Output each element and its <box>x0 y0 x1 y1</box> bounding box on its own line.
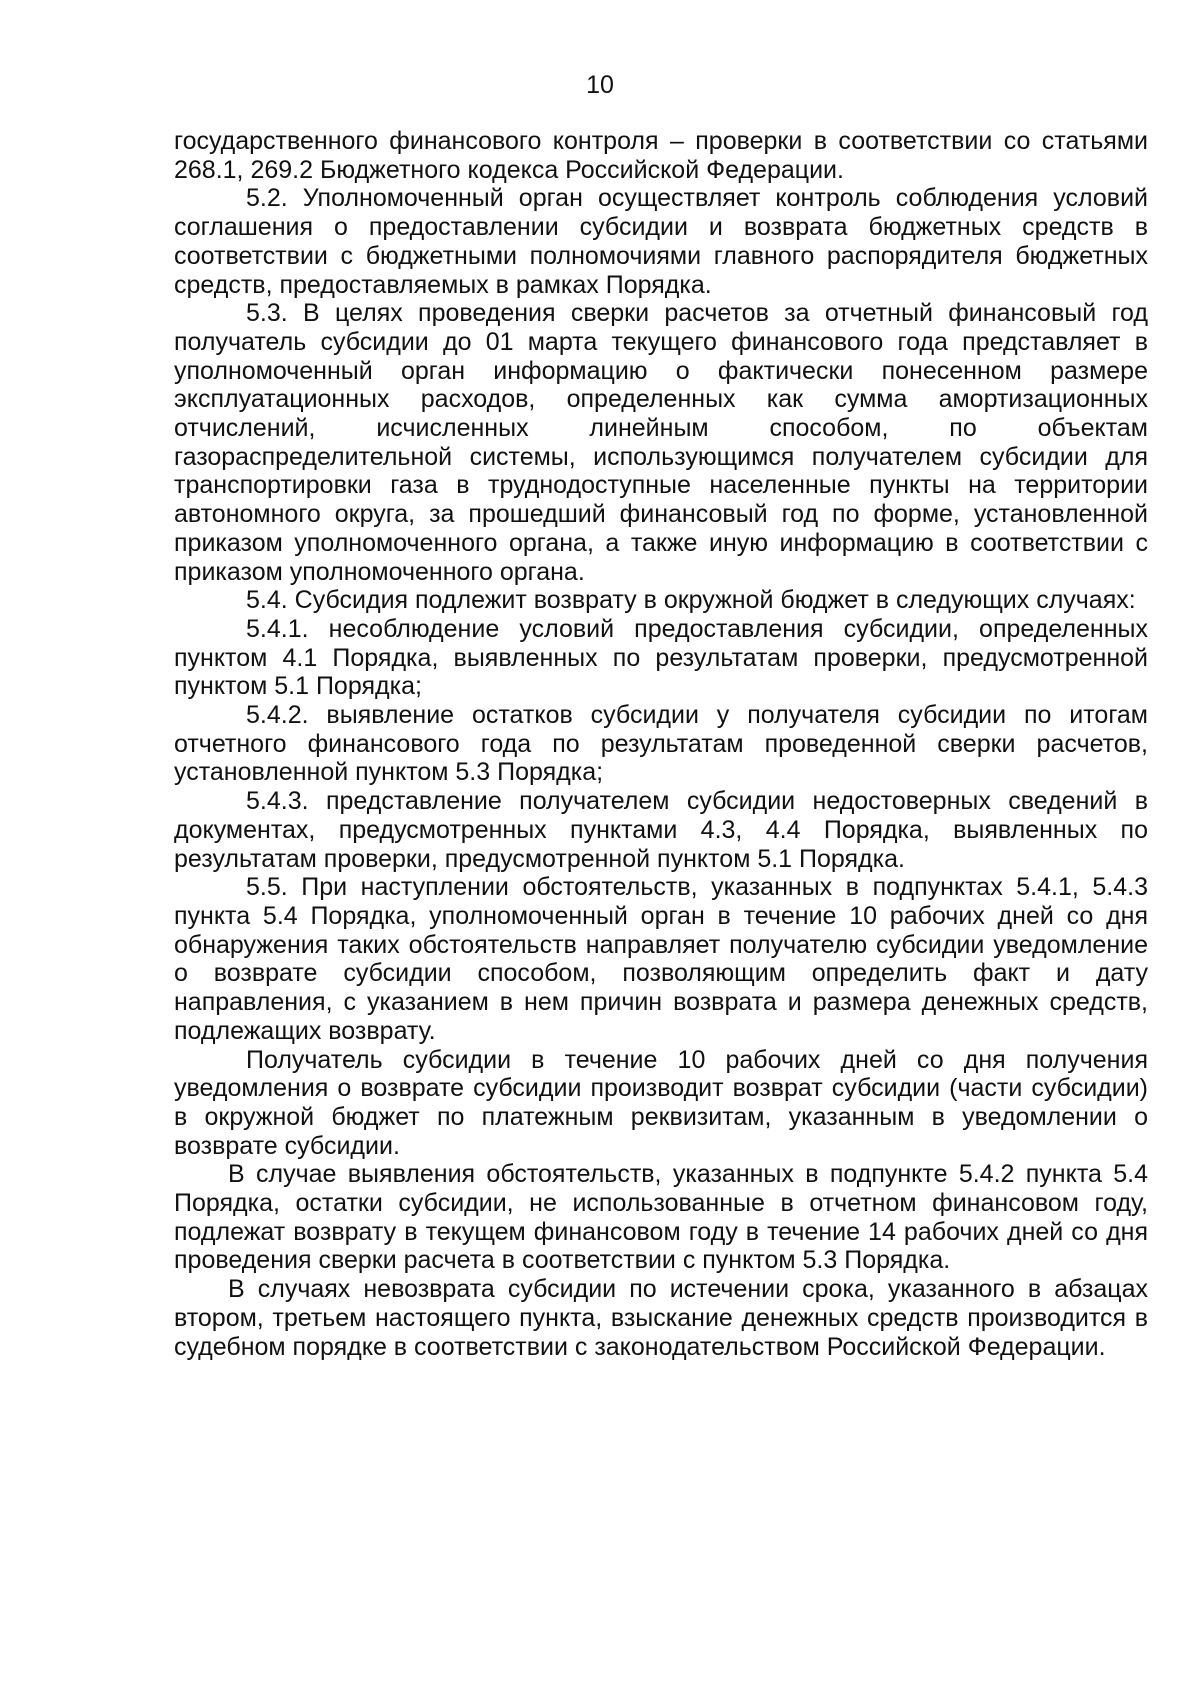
paragraph-5-2: 5.2. Уполномоченный орган осуществляет контроль соблюдения условий соглашения о предоставлении субсидии и возврата бюджетных средств в соответствии с бюджетными полномочиями главного распорядителя бюджетных средств, предоставляемых в рамках Порядка. <box>174 184 1148 299</box>
paragraph-5-5-recipient: Получатель субсидии в течение 10 рабочих дней со дня получения уведомления о возврате субсидии производит возврат субсидии (части субсидии) в окружной бюджет по платежным реквизитам, указанным в уведомлении о возврате субсидии. <box>174 1045 1148 1160</box>
paragraph-5-5: 5.5. При наступлении обстоятельств, указанных в подпунктах 5.4.1, 5.4.3 пункта 5.4 Порядка, уполномоченный орган в течение 10 рабочих дней со дня обнаружения таких обстоятельств направляет получателю субсидии уведомление о возврате субсидии способом, позволяющим определить факт и дату направления, с указанием в нем причин возврата и размера денежных средств, подлежащих возврату. <box>174 873 1148 1045</box>
paragraph-5-5-remainder: В случае выявления обстоятельств, указанных в подпункте 5.4.2 пункта 5.4 Порядка, остатки субсидии, не использованные в отчетном финансовом году, подлежат возврату в текущем финансовом году в течение 14 рабочих дней со дня проведения сверки расчета в соответствии с пунктом 5.3 Порядка. <box>174 1160 1148 1275</box>
paragraph-5-4-2: 5.4.2. выявление остатков субсидии у получателя субсидии по итогам отчетного финансового года по результатам проведенной сверки расчетов, установленной пунктом 5.3 Порядка; <box>174 701 1148 787</box>
paragraph-5-4-3: 5.4.3. представление получателем субсидии недостоверных сведений в документах, предусмотренных пунктами 4.3, 4.4 Порядка, выявленных по результатам проверки, предусмотренной пунктом 5.1 Порядка. <box>174 787 1148 873</box>
document-body <box>174 127 1148 1361</box>
page-number: 10 <box>586 71 614 99</box>
paragraph-5-4: 5.4. Субсидия подлежит возврату в окружной бюджет в следующих случаях: <box>246 586 1136 615</box>
paragraph-continuation: государственного финансового контроля – проверки в соответствии со статьями 268.1, 269.2 Бюджетного кодекса Российской Федерации. <box>174 127 1148 184</box>
paragraph-5-4-1: 5.4.1. несоблюдение условий предоставления субсидии, определенных пунктом 4.1 Порядка, выявленных по результатам проверки, предусмотренной пунктом 5.1 Порядка; <box>174 614 1148 701</box>
paragraph-5-5-court: В случаях невозврата субсидии по истечении срока, указанного в абзацах втором, третьем настоящего пункта, взыскание денежных средств производится в судебном порядке в соответствии с законодательством Российской Федерации. <box>174 1275 1148 1361</box>
paragraph-5-3: 5.3. В целях проведения сверки расчетов за отчетный финансовый год получатель субсидии до 01 марта текущего финансового года представляет в уполномоченный орган информацию о фактически понесенном размере эксплуатационных расходов, определенных как сумма амортизационных отчислений, исчисленных линейным способом, по объектам газораспределительной системы, использующимся получателем субсидии для транспортировки газа в труднодоступные населенные пункты на территории автономного округа, за прошедший финансовый год по форме, установленной приказом уполномоченного органа, а также иную информацию в соответствии с приказом уполномоченного органа. <box>174 299 1148 586</box>
